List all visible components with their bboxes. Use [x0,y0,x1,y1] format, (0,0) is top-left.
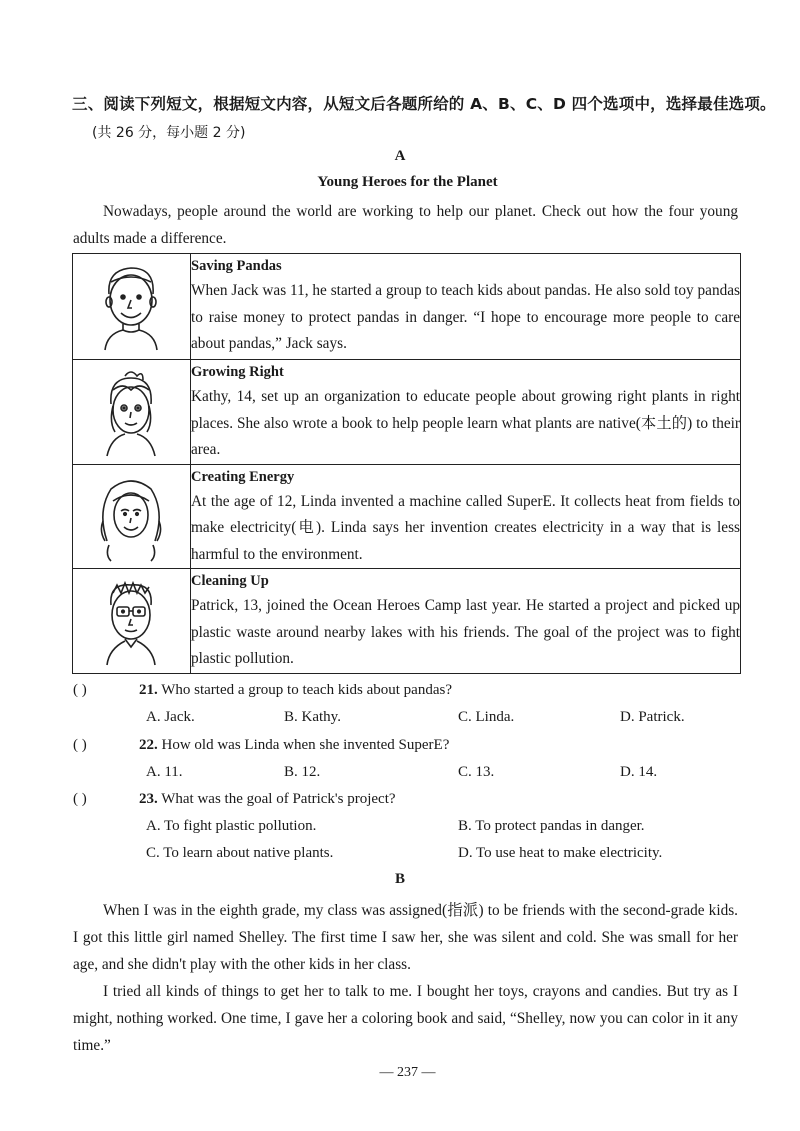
hero-description: When Jack was 11, he started a group to teach kids about pandas. He also sold toy pandas to raise money to protect pandas in danger. “I hope to encourage more people to care about pandas,” Jack says. [191,282,740,352]
q22-option-b[interactable]: B. 12. [284,764,321,780]
hero-row-jack [73,254,741,360]
passage-b-paragraph: I tried all kinds of things to get her to talk to me. I bought her toys, crayons and candies. But try as I might, nothing worked. One time, I gave her a coloring book and said, “Shelley, now you can color in it any time.” [73,983,738,1054]
question-text: What was the goal of Patrick's project? [161,791,396,807]
hero-text-cell [191,569,741,674]
section-score-note: (共 26 分，每小题 2 分) [92,125,246,141]
passage-a-title: Young Heroes for the Planet [317,174,498,190]
answer-blank[interactable]: ( ) [73,737,87,753]
hero-text-cell [191,360,741,465]
q22-option-d[interactable]: D. 14. [620,764,658,780]
hero-description: Kathy, 14, set up an organization to educate people about growing right plants in right places. She also wrote a book to help people learn what plants are native(本土的) to their area. [191,388,740,458]
q21-option-b[interactable]: B. Kathy. [284,709,341,725]
passage-a-intro: Nowadays, people around the world are working to help our planet. Check out how the four young adults made a difference. [73,203,738,247]
answer-blank[interactable]: ( ) [73,682,87,698]
hero-text-cell [191,464,741,569]
q22-option-a[interactable]: A. 11. [146,764,183,780]
hero-row-linda [73,464,741,569]
hero-description: At the age of 12, Linda invented a machine called SuperE. It collects heat from fields to make electricity(电). Linda says her invention creates electricity in a way that is less harmful to the environment. [191,492,740,563]
q21-option-d[interactable]: D. Patrick. [620,709,685,725]
question-number: 21. [139,682,158,698]
hero-portrait-cell [73,569,191,674]
boy-portrait-icon [87,260,177,352]
question-22 [73,737,449,754]
hero-title: Creating Energy [191,468,295,485]
question-21 [73,682,452,699]
hero-row-patrick [73,569,741,674]
passage-a-letter: A [394,148,406,164]
question-number: 22. [139,737,158,753]
q23-option-b[interactable]: B. To protect pandas in danger. [458,818,645,834]
answer-blank[interactable]: ( ) [73,791,87,807]
question-text: How old was Linda when she invented SuperE? [161,737,450,753]
q23-option-c[interactable]: C. To learn about native plants. [146,845,334,861]
passage-b-letter: B [394,871,405,887]
hero-portrait-cell [73,464,191,569]
heroes-table [72,253,741,674]
question-number: 23. [139,791,158,807]
hero-title: Saving Pandas [191,258,282,274]
girl-portrait-icon [87,366,177,458]
hero-portrait-cell [73,254,191,360]
boy-glasses-portrait-icon [87,575,177,667]
q22-option-c[interactable]: C. 13. [458,764,495,780]
hero-title: Cleaning Up [191,573,269,589]
question-text: Who started a group to teach kids about pandas? [161,682,452,698]
q21-option-c[interactable]: C. Linda. [458,709,515,725]
q23-option-a[interactable]: A. To fight plastic pollution. [146,818,317,834]
passage-b-paragraph: When I was in the eighth grade, my class was assigned(指派) to be friends with the second-grade kids. I got this little girl named Shelley. The first time I saw her, she was silent and cold. She was small for her age, and she didn't play with the other kids in her class. [73,902,738,973]
hero-title: Growing Right [191,364,284,380]
q23-option-d[interactable]: D. To use heat to make electricity. [458,845,663,861]
hero-row-kathy [73,360,741,465]
question-23 [73,791,396,808]
hero-text-cell [191,254,741,360]
section-heading: 三、阅读下列短文，根据短文内容，从短文后各题所给的 A、B、C、D 四个选项中，选择最佳选项。 [72,95,776,113]
q21-option-a[interactable]: A. Jack. [146,709,195,725]
page-number: — 237 — [379,1065,436,1080]
hero-portrait-cell [73,360,191,465]
hero-description: Patrick, 13, joined the Ocean Heroes Camp last year. He started a project and picked up plastic waste around nearby lakes with his friends. The goal of the project was to fight plastic pollution. [191,597,740,667]
girl-long-hair-portrait-icon [87,471,177,563]
